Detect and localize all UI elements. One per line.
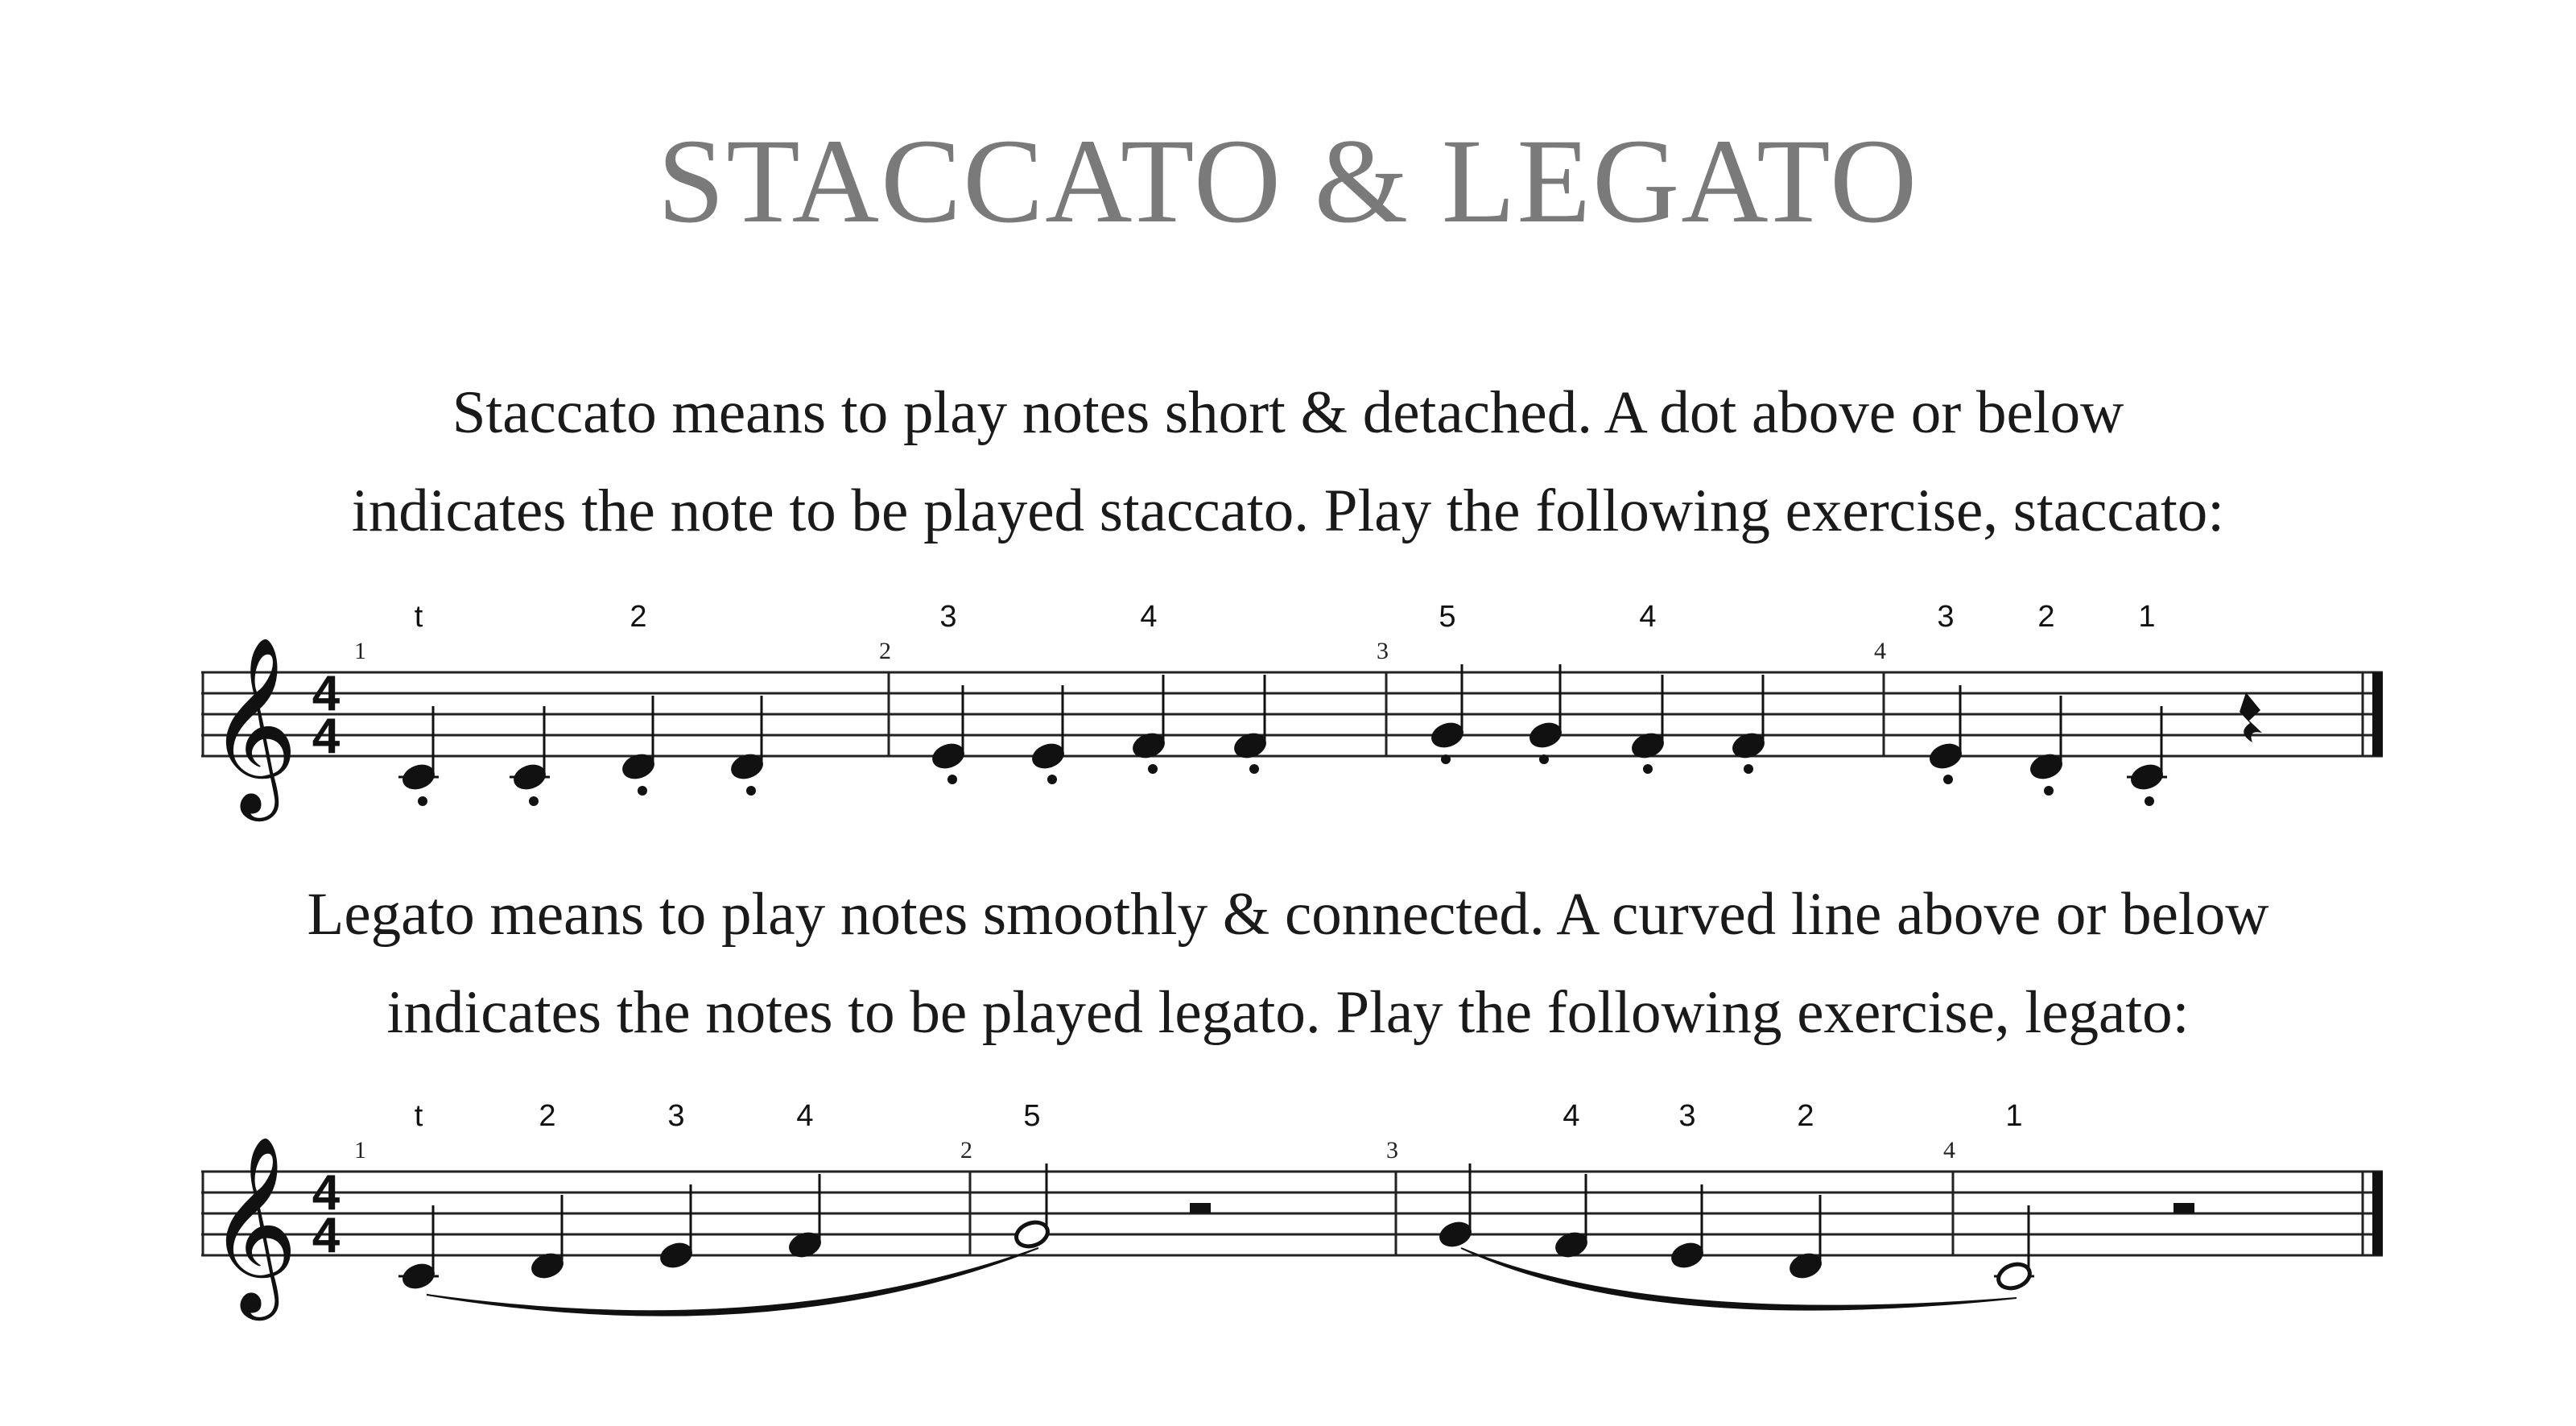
fingering: 2: [630, 600, 647, 634]
measure-number: 2: [879, 638, 891, 664]
staff-lines: [201, 1172, 2383, 1255]
measure-number: 2: [960, 1137, 972, 1164]
staff-lines: [201, 672, 2383, 756]
fingering: 4: [1563, 1099, 1580, 1133]
quarter-note: [1231, 675, 1269, 774]
quarter-note: [1129, 675, 1167, 774]
measure-number: 1: [354, 1137, 366, 1164]
fingering: 3: [667, 1099, 685, 1133]
treble-clef-icon: [208, 635, 298, 821]
fingering: 5: [1439, 600, 1456, 634]
time-signature-top: 4: [312, 666, 341, 721]
fingering: 1: [2138, 600, 2156, 634]
fingering: 2: [2037, 600, 2055, 634]
time-signature-top: 4: [312, 1165, 341, 1221]
quarter-note: [1629, 675, 1666, 774]
fingering: 2: [539, 1099, 556, 1133]
staccato-text-line-1: Staccato means to play notes short & detached. A dot above or below: [452, 379, 2124, 446]
fingering: 3: [939, 600, 957, 634]
time-signature-bottom: 4: [312, 709, 341, 764]
fingering: 5: [1023, 1099, 1041, 1133]
quarter-note: [1729, 675, 1767, 774]
treble-clef-icon: [208, 1135, 298, 1321]
fingering: 4: [796, 1099, 814, 1133]
fingering: 2: [1797, 1099, 1814, 1133]
fingering: t: [414, 1099, 423, 1133]
fingering: 3: [1678, 1099, 1696, 1133]
quarter-note: [398, 1205, 439, 1292]
quarter-note: [657, 1184, 695, 1271]
slur: [1461, 1248, 2017, 1310]
svg-text:𝄞: 𝄞: [208, 1135, 299, 1312]
half-rest-icon: [1190, 1203, 1211, 1213]
fingering: 1: [2005, 1099, 2023, 1133]
legato-staff: [0, 1087, 2576, 1329]
quarter-note: [528, 1195, 566, 1282]
measure-number: 3: [1386, 1137, 1398, 1164]
staccato-staff: [0, 588, 2576, 829]
quarter-note: [1436, 1164, 1474, 1250]
quarter-note: [786, 1174, 824, 1261]
quarter-note: [1668, 1184, 1706, 1271]
quarter-note: [2027, 696, 2065, 796]
half-note: [1013, 1164, 1051, 1250]
svg-text:𝄞: 𝄞: [208, 635, 299, 813]
measure-number: 1: [354, 638, 366, 664]
staccato-text-line-2: indicates the note to be played staccato. Play the following exercise, staccato:: [351, 477, 2225, 544]
legato-text-line-1: Legato means to play notes smoothly & connected. A curved line above or below: [307, 881, 2269, 948]
quarter-note: [728, 696, 766, 796]
fingering: 4: [1639, 600, 1657, 634]
final-barline-thick: [2372, 672, 2383, 756]
quarter-note: [619, 696, 657, 796]
half-rest-icon: [2174, 1203, 2194, 1213]
legato-text-line-2: indicates the notes to be played legato. Play the following exercise, legato:: [386, 979, 2190, 1046]
fingering: 4: [1140, 600, 1158, 634]
half-note: [1994, 1205, 2034, 1292]
slur: [427, 1248, 1038, 1316]
measure-number: 4: [1943, 1137, 1955, 1164]
measure-number: 3: [1377, 638, 1389, 664]
time-signature-bottom: 4: [312, 1208, 341, 1263]
final-barline-thick: [2372, 1172, 2383, 1255]
fingering: 3: [1937, 600, 1955, 634]
quarter-note: [1552, 1174, 1590, 1261]
fingering: t: [414, 600, 423, 634]
measure-number: 4: [1874, 638, 1886, 664]
quarter-note: [1786, 1195, 1824, 1282]
page-title: STACCATO & LEGATO: [657, 114, 1919, 248]
